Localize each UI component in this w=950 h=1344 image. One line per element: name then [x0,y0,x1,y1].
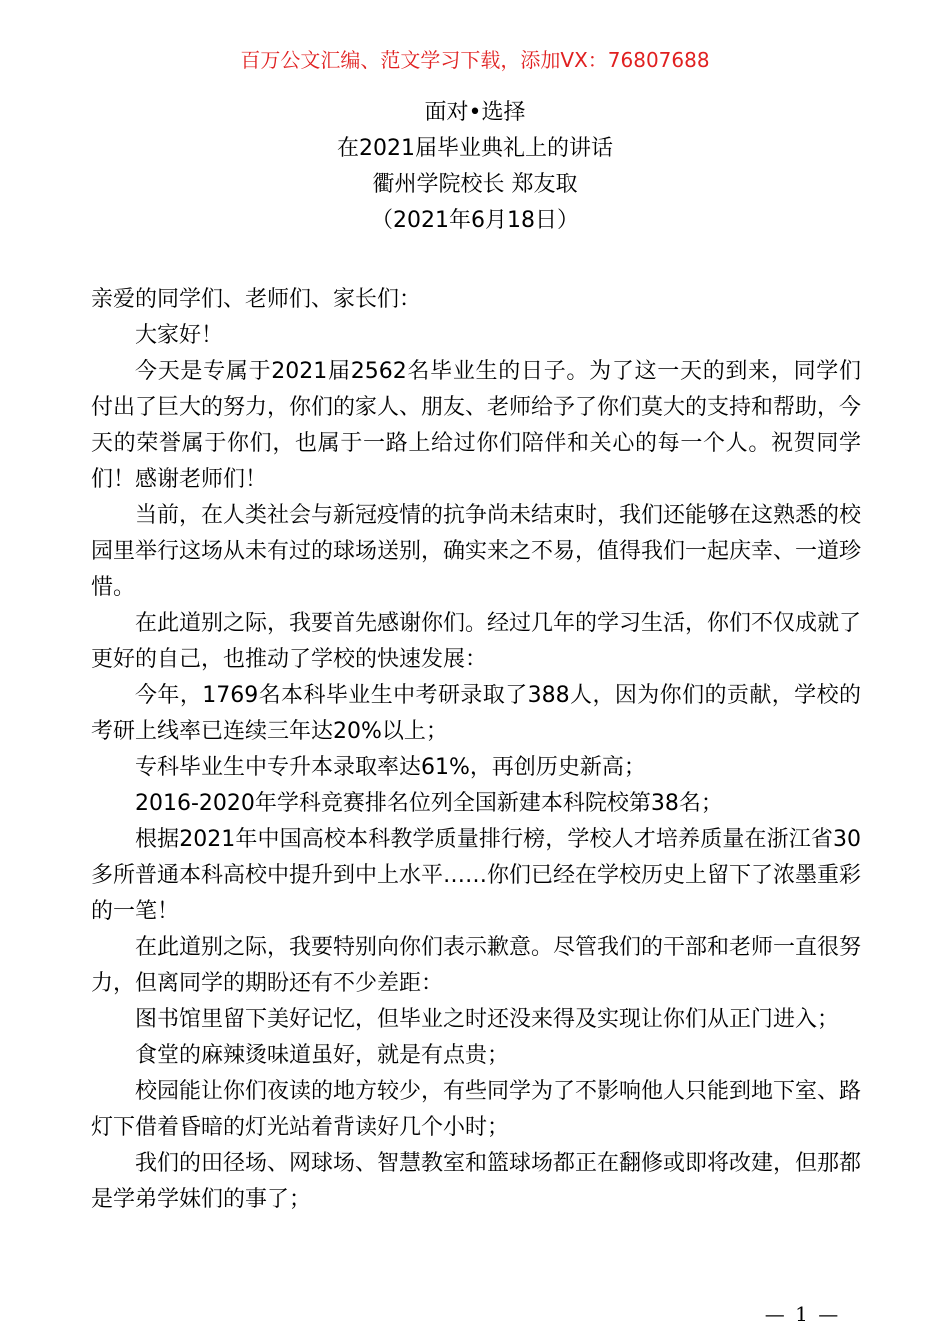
body-paragraph: 在此道别之际，我要特别向你们表示歉意。尽管我们的干部和老师一直很努力，但离同学的期盼还有不少差距： [91,935,862,996]
body-paragraph: 今年，1769名本科毕业生中考研录取了388人，因为你们的贡献，学校的考研上线率已连续三年达20%以上； [91,683,861,744]
body-paragraph: 校园能让你们夜读的地方较少，有些同学为了不影响他人只能到地下室、路灯下借着昏暗的灯光站着背读好几个小时； [91,1079,862,1140]
document-author: 衢州学院校长 郑友取 [372,172,578,197]
document-date: （2021年6月18日） [371,208,579,233]
document-subtitle: 在2021届毕业典礼上的讲话 [337,136,613,161]
title-block [0,95,950,239]
body-paragraph: 根据2021年中国高校本科教学质量排行榜，学校人才培养质量在浙江省30多所普通本科高校中提升到中上水平……你们已经在学校历史上留下了浓墨重彩的一笔！ [91,827,862,924]
speech-body [91,282,861,1218]
body-paragraph: 专科毕业生中专升本录取率达61%，再创历史新高； [135,755,646,780]
body-paragraph: 在此道别之际，我要首先感谢你们。经过几年的学习生活，你们不仅成就了更好的自己，也推动了学校的快速发展： [91,611,862,672]
greeting-paragraph: 大家好！ [135,323,224,348]
body-paragraph: 当前，在人类社会与新冠疫情的抗争尚未结束时，我们还能够在这熟悉的校园里举行这场从未有过的球场送别，确实来之不易，值得我们一起庆幸、一道珍惜。 [91,503,862,600]
page-number: — 1 — [764,1302,841,1326]
body-paragraph: 食堂的麻辣烫味道虽好，就是有点贵； [135,1043,510,1068]
body-paragraph: 今天是专属于2021届2562名毕业生的日子。为了这一天的到来，同学们付出了巨大的努力，你们的家人、朋友、老师给予了你们莫大的支持和帮助，今天的荣誉属于你们，也属于一路上给过你们陪伴和关心的每一个人。祝贺同学们！感谢老师们！ [91,359,862,492]
document-title: 面对•选择 [424,100,526,125]
body-paragraph: 2016-2020年学科竞赛排名位列全国新建本科院校第38名； [135,791,723,816]
watermark-banner: 百万公文汇编、范文学习下载，添加VX：76807688 [240,48,710,72]
body-paragraph: 我们的田径场、网球场、智慧教室和篮球场都正在翻修或即将改建，但那都是学弟学妹们的事了； [91,1151,862,1212]
body-paragraph: 图书馆里留下美好记忆，但毕业之时还没来得及实现让你们从正门进入； [135,1007,840,1032]
salutation: 亲爱的同学们、老师们、家长们： [91,287,422,312]
